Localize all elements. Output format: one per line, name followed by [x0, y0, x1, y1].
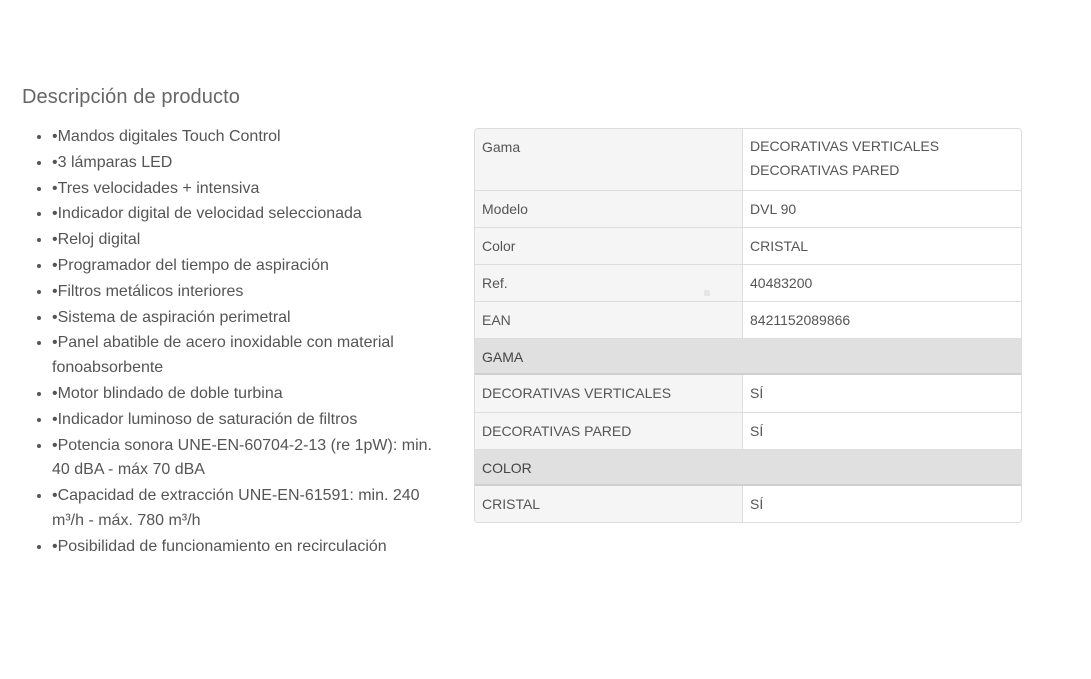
table-cell-label: CRISTAL [475, 486, 743, 522]
table-cell-value: 8421152089866 [743, 302, 1021, 338]
page-title: Descripción de producto [22, 86, 240, 108]
cursor-dot [704, 290, 710, 296]
list-item: • •Filtros metálicos interiores [52, 279, 452, 305]
table-row-gama [475, 129, 1021, 191]
feature-list [30, 124, 452, 560]
table-cell-value: SÍ [743, 413, 1021, 449]
table-cell-value: SÍ [743, 375, 1021, 412]
gama-value: DECORATIVAS PARED [750, 162, 900, 178]
table-cell-label: EAN [475, 302, 743, 338]
list-item: • •Programador del tiempo de aspiración [52, 253, 452, 279]
table-cell-label: Ref. [475, 265, 743, 301]
table-row [475, 375, 1021, 413]
table-cell-value: SÍ [743, 486, 1021, 522]
group-header-gama: GAMA [475, 339, 1021, 375]
list-item: • •Reloj digital [52, 227, 452, 253]
table-cell-label: Gama [475, 129, 743, 190]
table-cell-value [743, 129, 1021, 190]
table-row [475, 486, 1021, 522]
table-cell-value: DVL 90 [743, 191, 1021, 227]
table-cell-value: 40483200 [743, 265, 1021, 301]
list-item: • •Posibilidad de funcionamiento en recirculación [52, 534, 452, 560]
table-row-modelo [475, 191, 1021, 228]
table-cell-label: Modelo [475, 191, 743, 227]
list-item: • •Mandos digitales Touch Control [52, 124, 452, 150]
gama-value: DECORATIVAS VERTICALES [750, 138, 940, 154]
table-row-ref [475, 265, 1021, 302]
list-item: • •Indicador luminoso de saturación de filtros [52, 407, 452, 433]
list-item: • •Tres velocidades + intensiva [52, 176, 452, 202]
table-cell-label: Color [475, 228, 743, 264]
table-cell-value: CRISTAL [743, 228, 1021, 264]
group-header-color: COLOR [475, 450, 1021, 486]
list-item: • •Capacidad de extracción UNE-EN-61591: min. 240 m³/h - máx. 780 m³/h [52, 483, 452, 534]
list-item: • •3 lámparas LED [52, 150, 452, 176]
table-row-color [475, 228, 1021, 265]
table-cell-label: DECORATIVAS PARED [475, 413, 743, 449]
table-row [475, 413, 1021, 450]
spec-table [474, 128, 1022, 523]
table-cell-label: DECORATIVAS VERTICALES [475, 375, 743, 412]
list-item: • •Potencia sonora UNE-EN-60704-2-13 (re 1pW): min. 40 dBA - máx 70 dBA [52, 433, 452, 484]
list-item: • •Indicador digital de velocidad seleccionada [52, 201, 452, 227]
list-item: • •Sistema de aspiración perimetral [52, 305, 452, 331]
table-row-ean [475, 302, 1021, 339]
list-item: • •Panel abatible de acero inoxidable con material fonoabsorbente [52, 330, 452, 381]
list-item: • •Motor blindado de doble turbina [52, 381, 452, 407]
